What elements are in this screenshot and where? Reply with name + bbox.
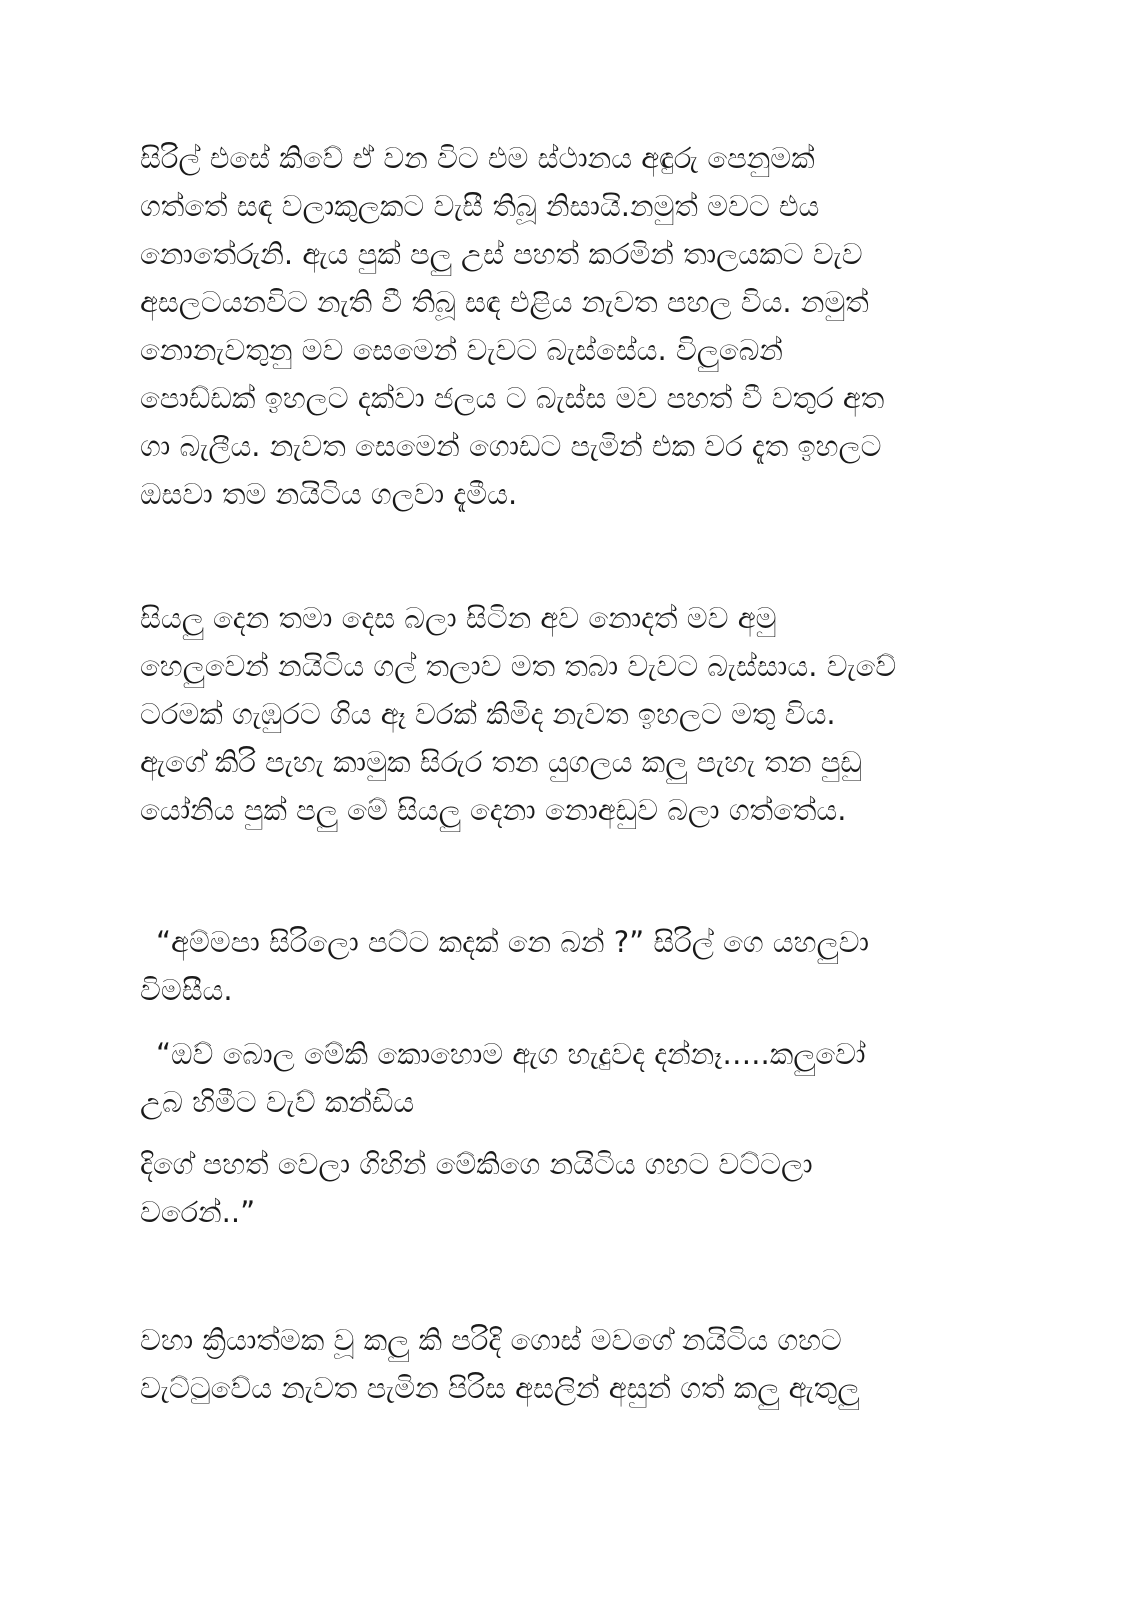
text-line: නොතේරුනි. ඇය පුක් පලු උස් පහත් කරමින් තාලයකට වැව [140,237,863,271]
text-line: සියලු දෙන තමා දෙස බලා සිටින අව නොදත් මව අමු [140,601,777,635]
text-line: විමසීය. [140,973,233,1007]
paragraph-1 [140,134,1020,518]
text-line: ගත්තේ සඳ වලාකුලකට වැසී තිබූ නිසායි.නමුත් මවට එය [140,189,820,223]
text-line: ගා බැලීය. නැවත සෙමෙන් ගොඩට පැමින් එක වර දැත ඉහලට [140,429,882,463]
text-line: වහා ක්‍රියාත්මක වූ කලු කි පරිදි ගොස් මවගේ නයිටිය ගහට [140,1323,842,1357]
dialogue-quote-2-continued [140,1140,1020,1236]
text-line: “අම්මපා සිරිලො පට්ට කදක් නෙ බන් ?” සිරිල් ගෙ යහලුවා [156,925,869,959]
text-line: දිගේ පහත් වෙලා ගිහින් මේකිගෙ නයිටිය ගහට වට්ටලා [140,1147,813,1181]
dialogue-quote-2 [140,1030,1020,1126]
paragraph-3 [140,1316,1020,1412]
text-line: පොඩ්ඩක් ඉහලට දක්වා ජලය ට බැස්ස මව පහත් වී වතුර අත [140,381,885,415]
dialogue-quote-1 [140,918,1020,1014]
text-line: “ඔව් බොල මේකි කොහොම ඇග හැදුවද දන්නෑ…..කලුවෝ [156,1037,866,1071]
text-line: ඇගේ කිරි පැහැ කාමුක සිරුර තන යුගලය කලු පැහැ තන පුඩු [140,745,862,779]
paragraph-2 [140,594,1020,834]
text-line: හෙලුවෙන් නයිටිය ගල් තලාව මත තබා වැවට බැස්සාය. වැවේ [140,649,897,683]
text-line: උබ හිමීට වැව් කන්ඩිය [140,1085,415,1119]
text-line: ඔසවා තම නයිටිය ගලවා දැමීය. [140,477,518,511]
text-line: අසලටයනවිට නැති වී තිබූ සඳ එළිය නැවත පහල විය. නමුත් [140,285,869,319]
text-line: ටරමක් ගැඹුරට ගිය ඈ වරක් කිමිද නැවත ඉහලට මතු විය. [140,697,836,731]
text-line: යෝනිය පුක් පලු මේ සියලු දෙනා නොඅඩුව බලා ගත්තේය. [140,793,847,827]
text-line: සිරිල් එසේ කිවේ ඒ වන විට එම ස්ථානය අඳුරු පෙනුමක් [140,141,815,175]
text-line: නොනැවතුනු මව සෙමෙන් වැවට බැස්සේය. විලුබෙන් [140,333,783,367]
text-line: වැට්ටුවේය නැවත පැමින පිරිස අසලින් අසුන් ගත් කලු ඇතුලු [140,1371,860,1405]
text-line: වරෙන්..” [140,1195,256,1229]
